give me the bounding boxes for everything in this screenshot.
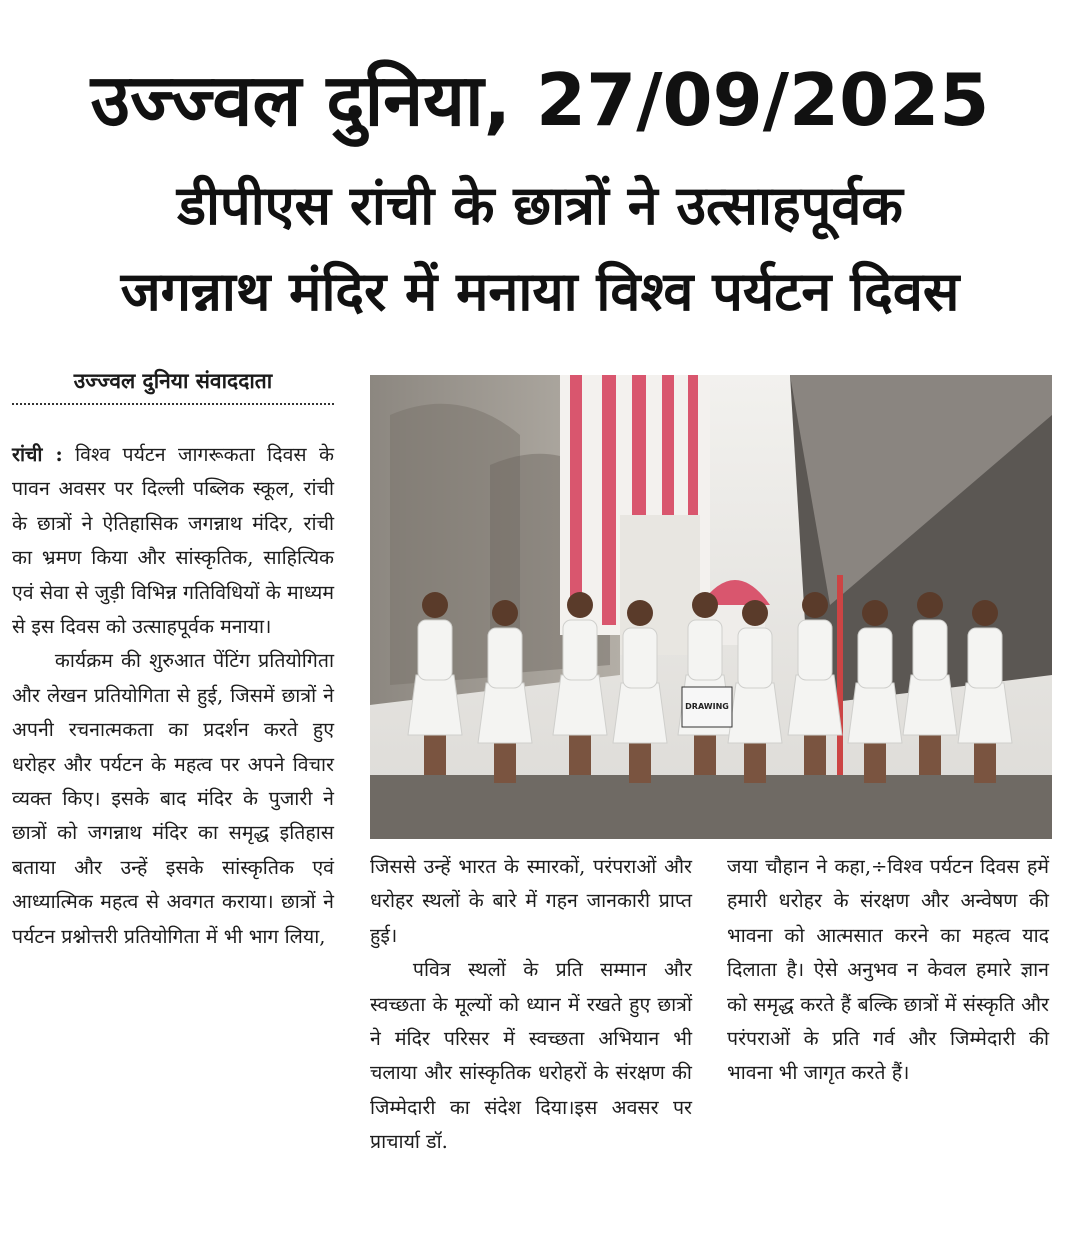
headline-line-1: डीपीएस रांची के छात्रों ने उत्साहपूर्वक <box>177 174 903 237</box>
article-paragraph: जिससे उन्हें भारत के स्मारकों, परंपराओं और धरोहर स्थलों के बारे में गहन जानकारी प्राप्त हुई। <box>370 855 692 947</box>
poster-text: DRAWING <box>685 702 729 711</box>
masthead-title: उज्ज्वल दुनिया, 27/09/2025 <box>90 58 990 142</box>
article-paragraph: कार्यक्रम की शुरुआत पेंटिंग प्रतियोगिता और लेखन प्रतियोगिता से हुई, जिसमें छात्रों ने अपनी रचनात्मकता का प्रदर्शन करते हुए धरोहर और पर्यटन के महत्व पर अपने विचार व्यक्त किए। इसके बाद मंदिर के पुजारी ने छात्रों को जगन्नाथ मंदिर का समृद्ध इतिहास बताया और उन्हें इसके सांस्कृतिक एवं आध्यात्मिक महत्व से अवगत कराया। छात्रों ने पर्यटन प्रश्नोत्तरी प्रतियोगिता में भी भाग लिया, <box>12 649 334 948</box>
article-paragraph <box>12 438 334 644</box>
article-paragraph: पवित्र स्थलों के प्रति सम्मान और स्वच्छता के मूल्यों को ध्यान में रखते हुए छात्रों ने मंदिर परिसर में स्वच्छता अभियान भी चलाया और सांस्कृतिक धरोहरों के संरक्षण की जिम्मेदारी का संदेश दिया।इस अवसर पर प्राचार्या डॉ. <box>370 958 692 1154</box>
byline: उज्ज्वल दुनिया संवाददाता <box>12 363 334 405</box>
article-column-3 <box>727 850 1049 1091</box>
drawing-poster <box>682 687 732 727</box>
dateline-place: रांची : <box>12 443 63 466</box>
article-column-2 <box>370 850 692 1160</box>
students-at-temple-photo <box>370 375 1052 839</box>
article-column-1 <box>12 438 334 954</box>
headline-line-2: जगन्नाथ मंदिर में मनाया विश्व पर्यटन दिवस <box>120 260 960 323</box>
paragraph-text: विश्व पर्यटन जागरूकता दिवस के पावन अवसर पर दिल्ली पब्लिक स्कूल, रांची के छात्रों ने ऐतिहासिक जगन्नाथ मंदिर, रांची का भ्रमण किया और सांस्कृतिक, साहित्यिक एवं सेवा से जुड़ी विभिन्न गतिविधियों के माध्यम से इस दिवस को उत्साहपूर्वक मनाया। <box>12 443 334 639</box>
news-photo <box>370 375 1052 839</box>
article-paragraph: जया चौहान ने कहा,÷विश्व पर्यटन दिवस हमें हमारी धरोहर के संरक्षण और अन्वेषण की भावना को आत्मसात करने का महत्व याद दिलाता है। ऐसे अनुभव न केवल हमारे ज्ञान को समृद्ध करते हैं बल्कि छात्रों में संस्कृति और परंपराओं के प्रति गर्व और जिम्मेदारी की भावना भी जागृत करते हैं। <box>727 855 1049 1085</box>
ground <box>370 775 1052 839</box>
